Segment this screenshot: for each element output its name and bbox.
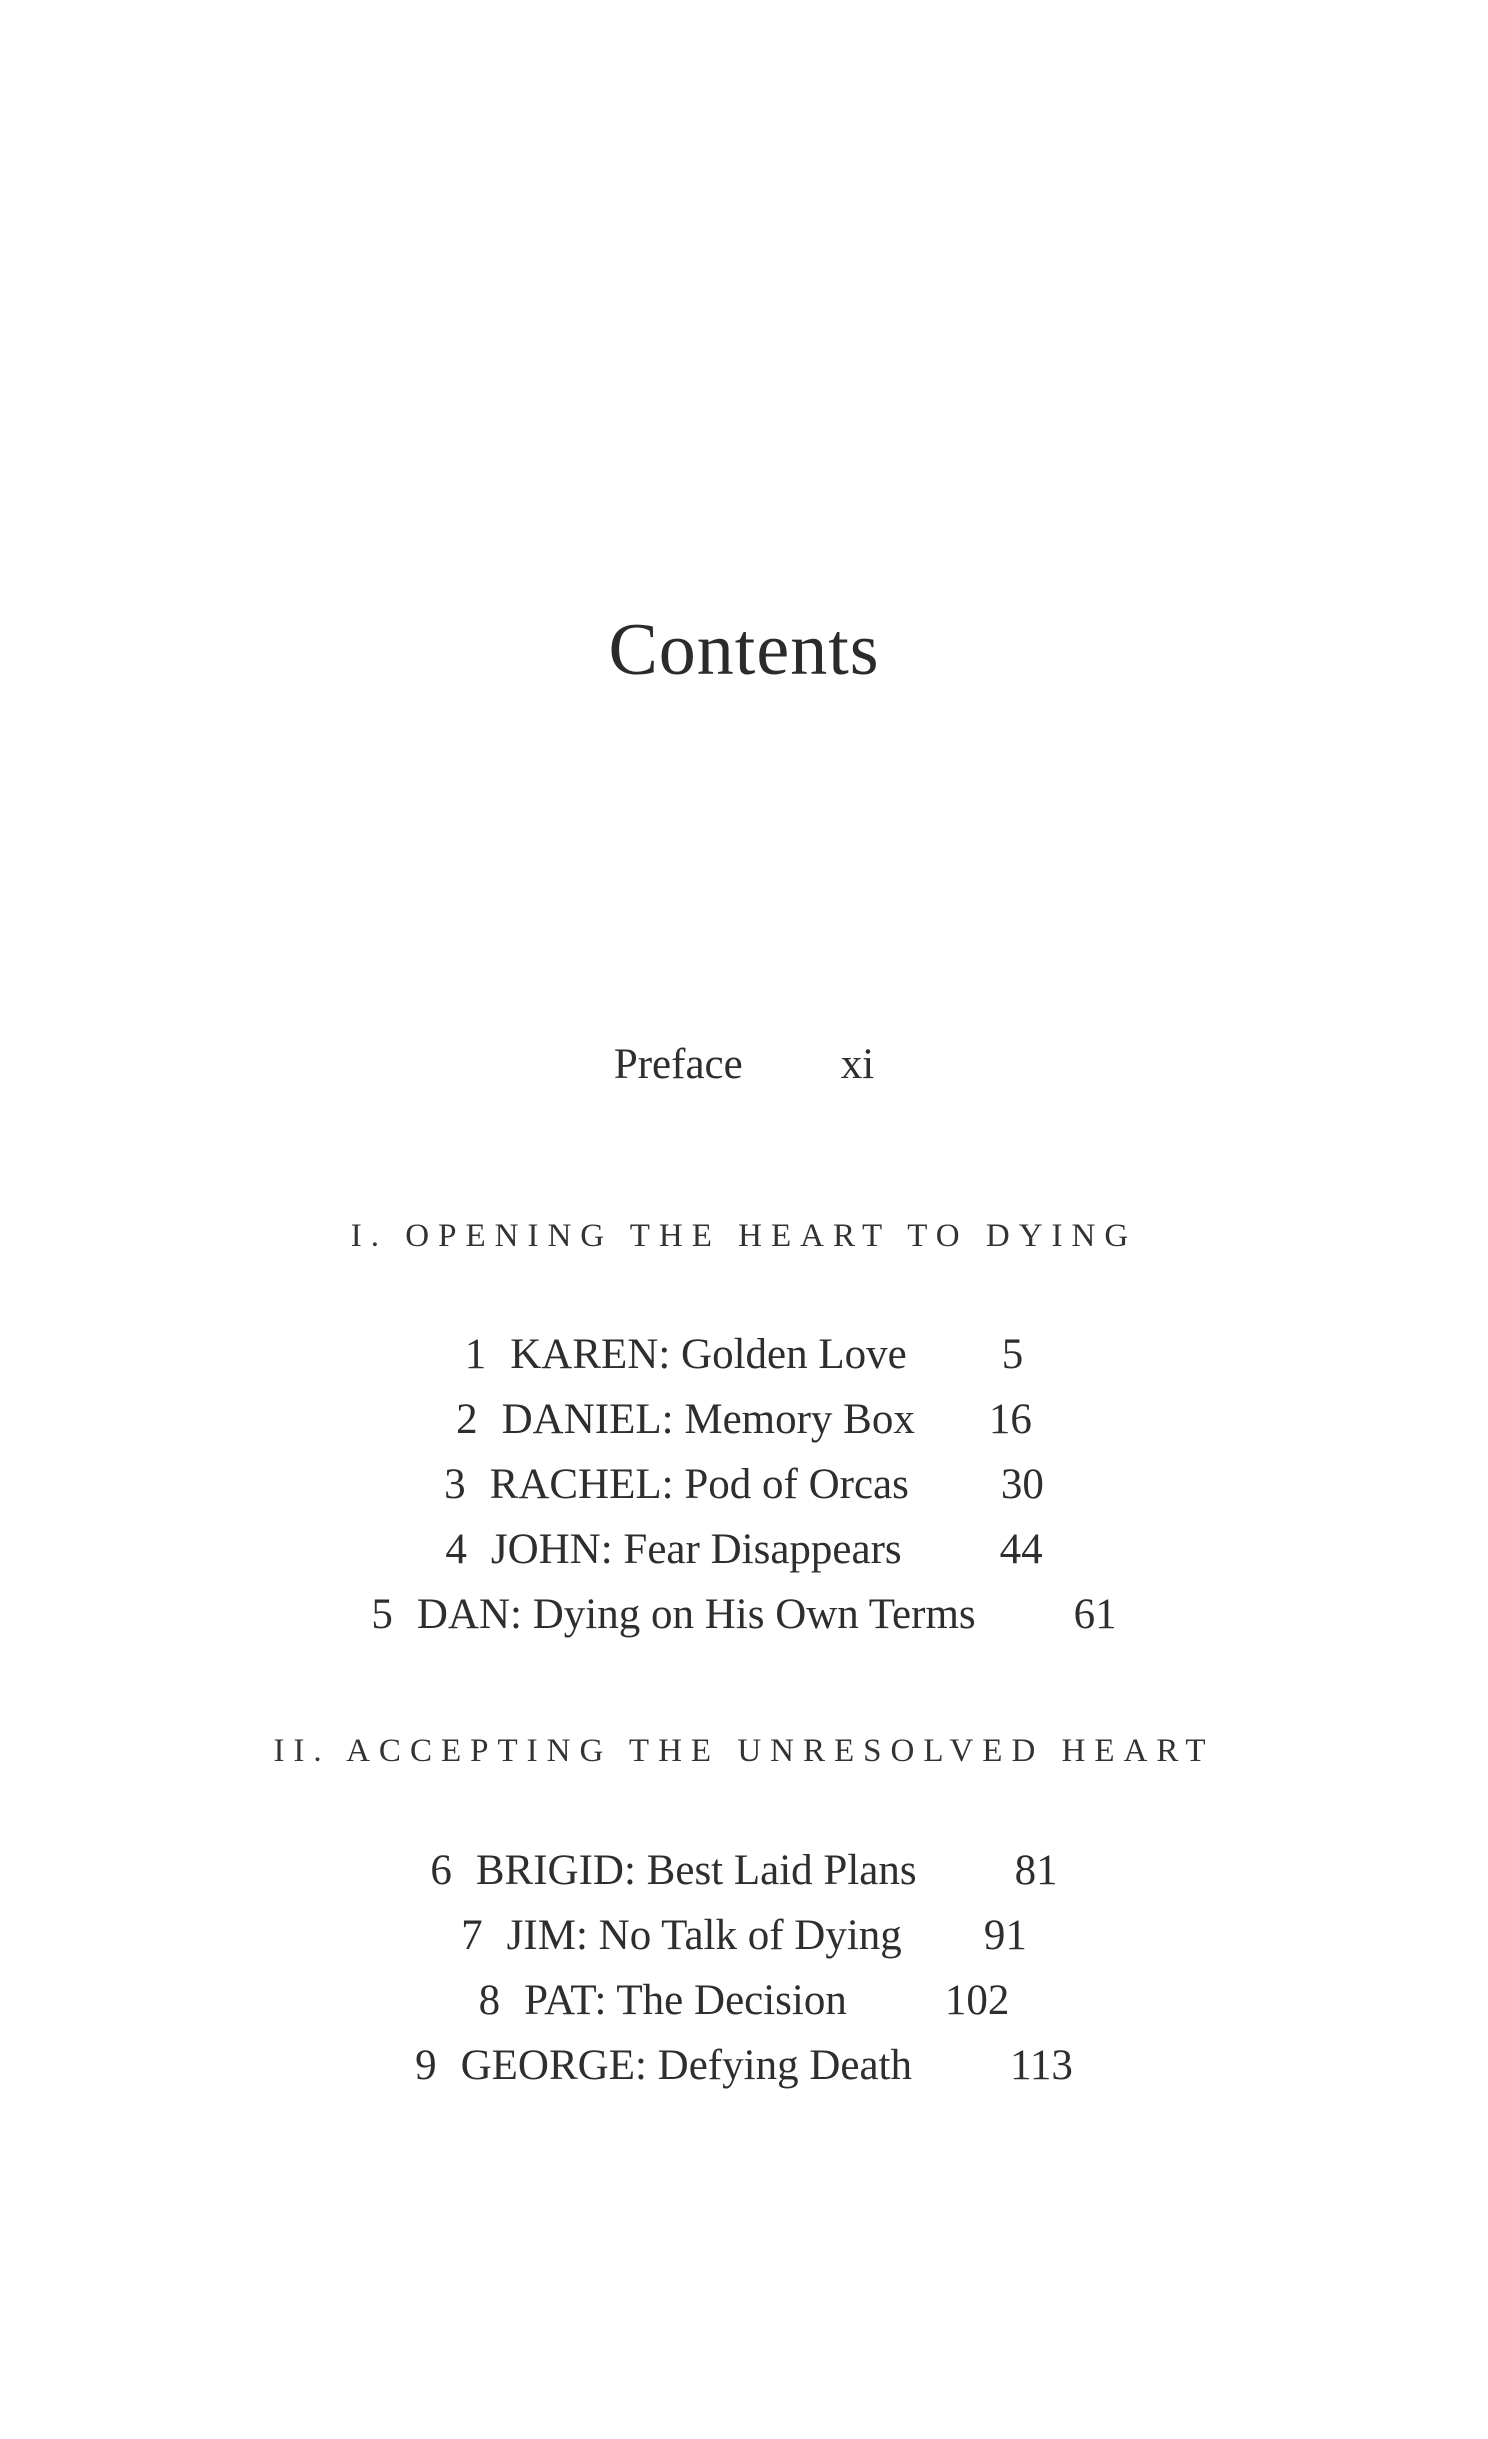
toc-entry[interactable] bbox=[0, 1590, 1488, 1639]
entry-title: DAN: Dying on His Own Terms bbox=[416, 1591, 976, 1638]
entry-page: xi bbox=[840, 1041, 875, 1088]
entry-number: 1 bbox=[464, 1331, 487, 1378]
toc-entry[interactable] bbox=[0, 1525, 1488, 1574]
toc-entry[interactable] bbox=[0, 1911, 1488, 1960]
entry-title: RACHEL: Pod of Orcas bbox=[489, 1461, 909, 1508]
entry-number: 8 bbox=[478, 1977, 501, 2024]
entry-page: 44 bbox=[999, 1526, 1043, 1573]
toc-entry[interactable] bbox=[0, 2041, 1488, 2090]
entry-number: 7 bbox=[461, 1912, 483, 1959]
entry-number: 4 bbox=[445, 1526, 467, 1573]
entry-page: 30 bbox=[1000, 1461, 1044, 1508]
entry-page: 113 bbox=[1010, 2042, 1073, 2089]
entry-title: PAT: The Decision bbox=[524, 1977, 847, 2024]
entry-number: 6 bbox=[430, 1847, 452, 1894]
entry-title: KAREN: Golden Love bbox=[510, 1331, 907, 1378]
toc-entry[interactable] bbox=[0, 1330, 1488, 1379]
entry-title: JIM: No Talk of Dying bbox=[506, 1912, 902, 1959]
toc-entry[interactable] bbox=[0, 1976, 1488, 2025]
entry-number: 2 bbox=[456, 1396, 478, 1443]
entry-title: JOHN: Fear Disappears bbox=[490, 1526, 902, 1573]
section-heading: II. ACCEPTING THE UNRESOLVED HEART bbox=[273, 1733, 1215, 1769]
toc-entry[interactable] bbox=[0, 1395, 1488, 1444]
toc-entry[interactable] bbox=[0, 1846, 1488, 1895]
page-title: Contents bbox=[608, 609, 880, 691]
entry-page: 81 bbox=[1014, 1847, 1058, 1894]
toc-entry[interactable] bbox=[0, 1460, 1488, 1509]
entry-title: BRIGID: Best Laid Plans bbox=[475, 1847, 917, 1894]
entry-page: 16 bbox=[988, 1396, 1032, 1443]
entry-number: 5 bbox=[371, 1591, 393, 1638]
entry-title: Preface bbox=[613, 1041, 743, 1088]
entry-page: 102 bbox=[944, 1977, 1010, 2024]
section-heading: I. OPENING THE HEART TO DYING bbox=[350, 1218, 1138, 1254]
entry-title: DANIEL: Memory Box bbox=[501, 1396, 915, 1443]
entry-page: 91 bbox=[983, 1912, 1027, 1959]
entry-number: 9 bbox=[415, 2042, 437, 2089]
entry-title: GEORGE: Defying Death bbox=[460, 2042, 912, 2089]
entry-page: 61 bbox=[1073, 1591, 1117, 1638]
entry-number: 3 bbox=[444, 1461, 466, 1508]
entry-page: 5 bbox=[1001, 1331, 1024, 1378]
toc-entry-preface[interactable] bbox=[0, 1040, 1488, 1089]
